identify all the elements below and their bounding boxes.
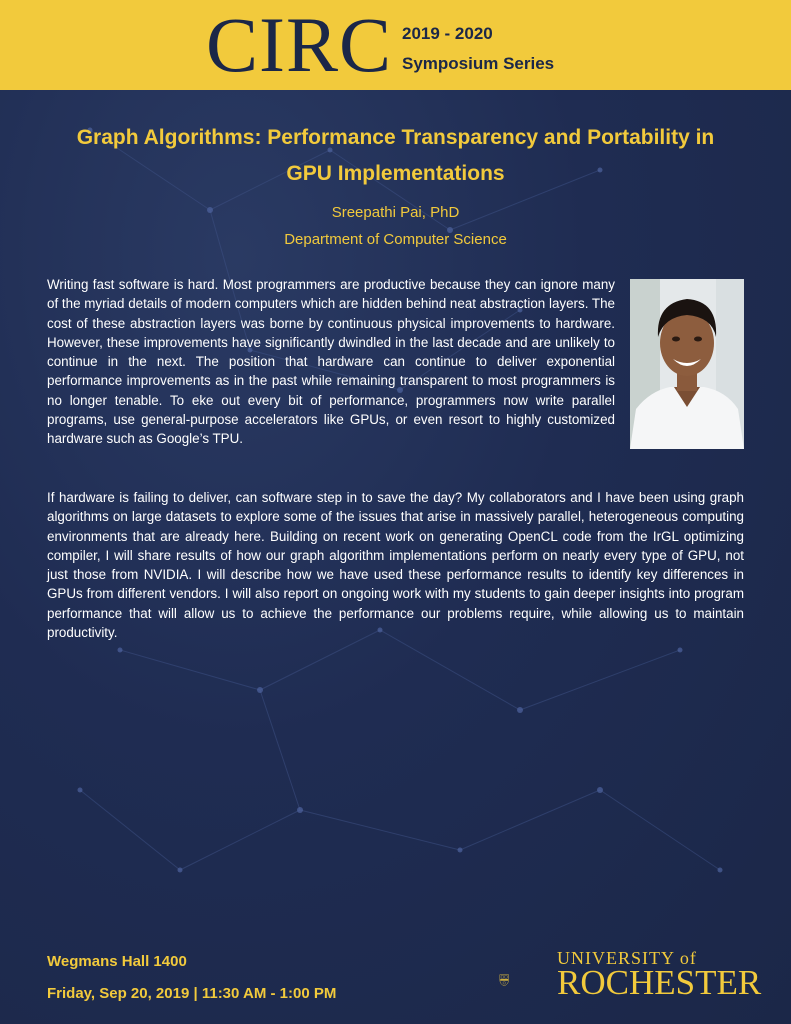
abstract-paragraph-2: If hardware is failing to deliver, can software step in to save the day? My collaborators and I have been using graph algorithms on large datasets to explore some of the issues that arise in massively parallel, heterogeneous computing environments that are already here. Building on recent work on generating OpenCL code from the IrGL optimizing compiler, I will share results of how our graph algorithm implementations perform on nearly every type of GPU, not just those from NVIDIA. I will describe how we have used these performance results to identify key differences in GPUs from different vendors. I will also report on ongoing work with my students to gain deeper insights into program performance that will allow us to achieve the performance our problems require, while allowing us to maintain productivity. xyxy=(47,490,744,641)
event-venue: Wegmans Hall 1400 xyxy=(47,953,187,970)
portrait-image xyxy=(630,279,744,449)
abstract-paragraph-1: Writing fast software is hard. Most programmers are productive because they can ignore many of the myriad details of modern computers which are hidden behind neat abstraction layers. The cost of these abstraction layers was borne by continuous physical improvements to hardware. However, these improvements have significantly dwindled in the last decade and are unlikely to continue in the next. The position that hardware can continue to deliver exponential performance improvements as in the past while remaining transparent to most programmers is no longer tenable. To eke out every bit of performance, programmers now write parallel programs, use general-purpose accelerators like GPUs, or even resort to highly customized hardware such as Google’s TPU. xyxy=(47,277,615,447)
rochester-seal-icon xyxy=(499,950,551,1010)
university-prefix: UNIVERSITY of xyxy=(557,948,697,968)
event-datetime: Friday, Sep 20, 2019 | 11:30 AM - 1:00 PM xyxy=(47,985,337,1002)
header-banner xyxy=(0,0,791,90)
talk-title: Graph Algorithms: Performance Transparency and Portability in GPU Implementations xyxy=(76,126,715,185)
series-year: 2019 - 2020 xyxy=(402,24,493,43)
university-name: ROCHESTER xyxy=(557,963,762,1002)
speaker-department: Department of Computer Science xyxy=(284,231,507,248)
speaker-photo xyxy=(630,279,744,449)
series-name: Symposium Series xyxy=(402,54,555,73)
circ-logo-text: CIRC xyxy=(206,1,393,88)
speaker-name: Sreepathi Pai, PhD xyxy=(331,204,460,221)
